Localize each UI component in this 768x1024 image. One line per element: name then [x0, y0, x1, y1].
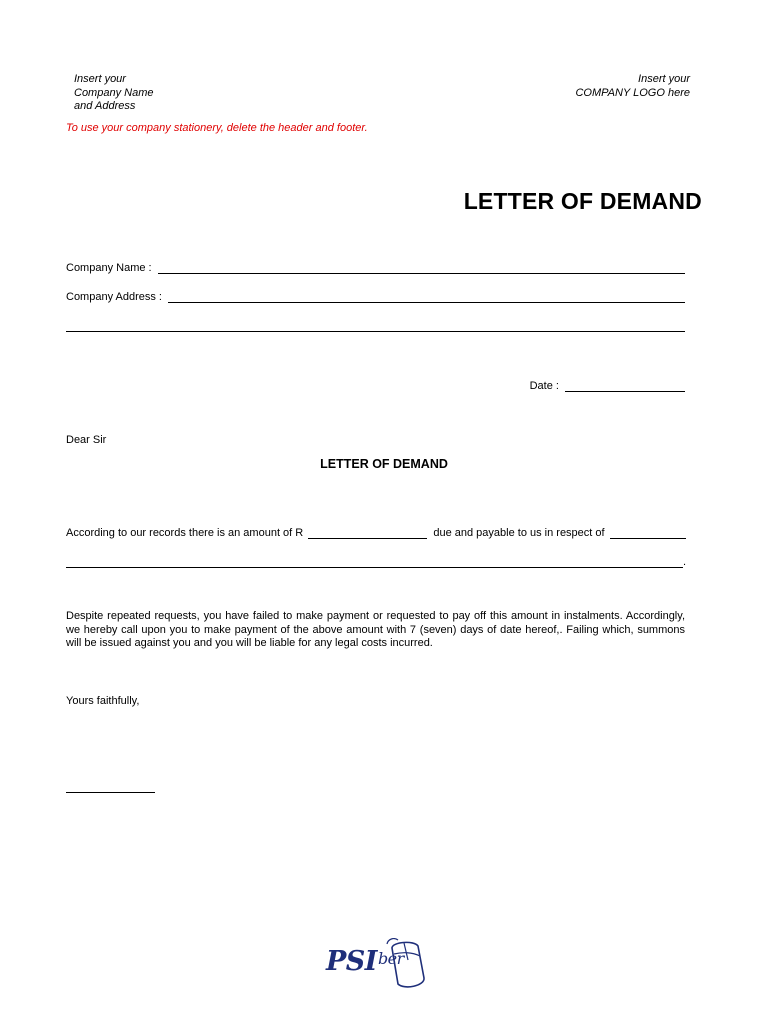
- company-address-placeholder: [74, 73, 274, 114]
- header-right-line: COMPANY LOGO here: [575, 86, 690, 99]
- mouse-icon: [384, 938, 428, 990]
- respect-of-line-2: [66, 552, 686, 568]
- signature-line[interactable]: [66, 792, 155, 793]
- amount-blank[interactable]: [308, 526, 427, 539]
- company-name-label: Company Name :: [66, 262, 155, 274]
- header-right-line: Insert your: [638, 73, 690, 85]
- header-left-line: Company Name: [74, 86, 154, 99]
- company-address-label: Company Address :: [66, 291, 166, 303]
- logo-suffix-text: ber: [377, 949, 404, 968]
- amount-prefix: According to our records there is an amount of R: [66, 527, 307, 539]
- sentence-end: .: [682, 556, 686, 568]
- amount-middle: due and payable to us in respect of: [430, 527, 608, 539]
- respect-of-blank[interactable]: [610, 526, 686, 539]
- letter-subtitle: LETTER OF DEMAND: [320, 457, 448, 471]
- company-name-field[interactable]: [66, 258, 685, 274]
- header-left-line: and Address: [74, 100, 136, 112]
- company-logo-placeholder: [450, 73, 690, 100]
- company-address-field[interactable]: [66, 287, 685, 303]
- closing: Yours faithfully,: [66, 695, 140, 707]
- stationery-note: To use your company stationery, delete the header and footer.: [66, 122, 368, 134]
- amount-sentence: [66, 523, 686, 539]
- logo-main-text: PSI: [326, 946, 377, 977]
- header-left-line: Insert your: [74, 73, 126, 85]
- psiber-logo: [326, 938, 430, 990]
- date-blank[interactable]: [565, 379, 685, 392]
- date-field[interactable]: [530, 376, 685, 392]
- demand-paragraph: Despite repeated requests, you have failed to make payment or requested to pay off this amount in instalments. Accordingly, we hereby call upon you to make payment of the above amount with 7 (seven) days of date hereof,. Failing which, summons will be issued against you and you will be liable for any legal costs incurred.: [66, 610, 685, 649]
- company-address-blank-line-2[interactable]: [66, 331, 685, 332]
- date-label: Date :: [529, 380, 562, 392]
- respect-of-blank-2[interactable]: [66, 555, 683, 568]
- salutation: Dear Sir: [66, 434, 107, 446]
- company-address-blank[interactable]: [168, 290, 685, 303]
- company-name-blank[interactable]: [158, 261, 685, 274]
- page-title: LETTER OF DEMAND: [463, 188, 702, 214]
